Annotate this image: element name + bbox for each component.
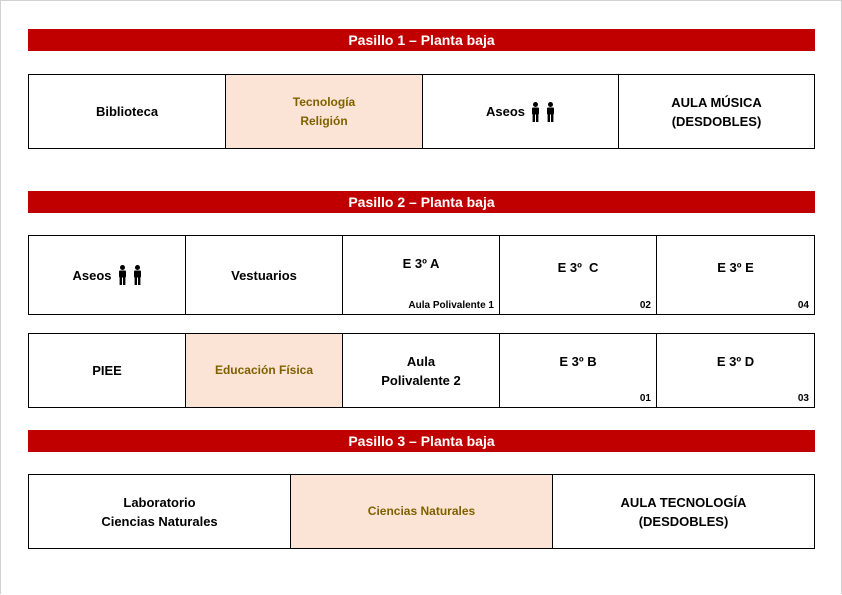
room-label: PIEE [92, 363, 122, 378]
room-label: E 3º B [559, 354, 597, 369]
room-label: AULA MÚSICA [671, 94, 762, 110]
room-label: Polivalente 2 [381, 372, 461, 388]
room-tecnologia-religion [226, 75, 423, 148]
room-aseos-2 [29, 236, 186, 314]
room-label: Tecnología [292, 94, 356, 109]
room-number: 02 [639, 300, 651, 311]
corridor-2-row-2 [28, 333, 815, 408]
room-label: AULA TECNOLOGÍA [620, 494, 747, 510]
room-label: Educación Física [214, 363, 314, 377]
room-label: Aseos [485, 104, 526, 119]
room-label: (DESDOBLES) [671, 113, 762, 129]
man-icon [531, 102, 540, 122]
corridor-1-rooms [28, 74, 815, 149]
room-biblioteca [29, 75, 226, 148]
room-label: Biblioteca [95, 104, 159, 119]
corridor-3-header: Pasillo 3 – Planta baja [28, 430, 815, 452]
room-aula-polivalente-2 [343, 334, 500, 407]
corridor-2-header: Pasillo 2 – Planta baja [28, 191, 815, 213]
corridor-3-rooms [28, 474, 815, 549]
room-label: E 3º C [557, 260, 599, 275]
room-label: Aseos [72, 267, 112, 283]
room-label: E 3º A [402, 256, 440, 271]
room-aula-musica [619, 75, 814, 148]
room-number: 03 [797, 393, 809, 404]
room-e3c [500, 236, 657, 314]
room-label: Ciencias Naturales [101, 513, 218, 529]
corridor-1-header: Pasillo 1 – Planta baja [28, 29, 815, 51]
room-sublabel: Aula Polivalente 1 [408, 300, 494, 311]
room-aula-tecnologia [553, 475, 814, 548]
room-label: Religión [300, 113, 348, 128]
room-ciencias-naturales [291, 475, 553, 548]
room-label: (DESDOBLES) [638, 513, 729, 529]
room-label: Vestuarios [231, 267, 297, 283]
room-e3e [657, 236, 814, 314]
room-e3b [500, 334, 657, 407]
room-educacion-fisica [186, 334, 343, 407]
room-vestuarios [186, 236, 343, 314]
room-label: E 3º E [717, 260, 754, 275]
room-number: 01 [639, 393, 651, 404]
woman-icon [546, 102, 555, 122]
room-piee [29, 334, 186, 407]
room-aseos [423, 75, 619, 148]
room-e3a [343, 236, 500, 314]
room-e3d [657, 334, 814, 407]
room-number: 04 [797, 300, 809, 311]
room-label: Laboratorio [123, 494, 196, 510]
room-label: Ciencias Naturales [367, 504, 476, 518]
room-laboratorio [29, 475, 291, 548]
man-icon [118, 265, 127, 285]
room-label: Aula [406, 353, 436, 369]
woman-icon [133, 265, 142, 285]
corridor-2-row-1 [28, 235, 815, 315]
room-label: E 3º D [716, 354, 755, 369]
